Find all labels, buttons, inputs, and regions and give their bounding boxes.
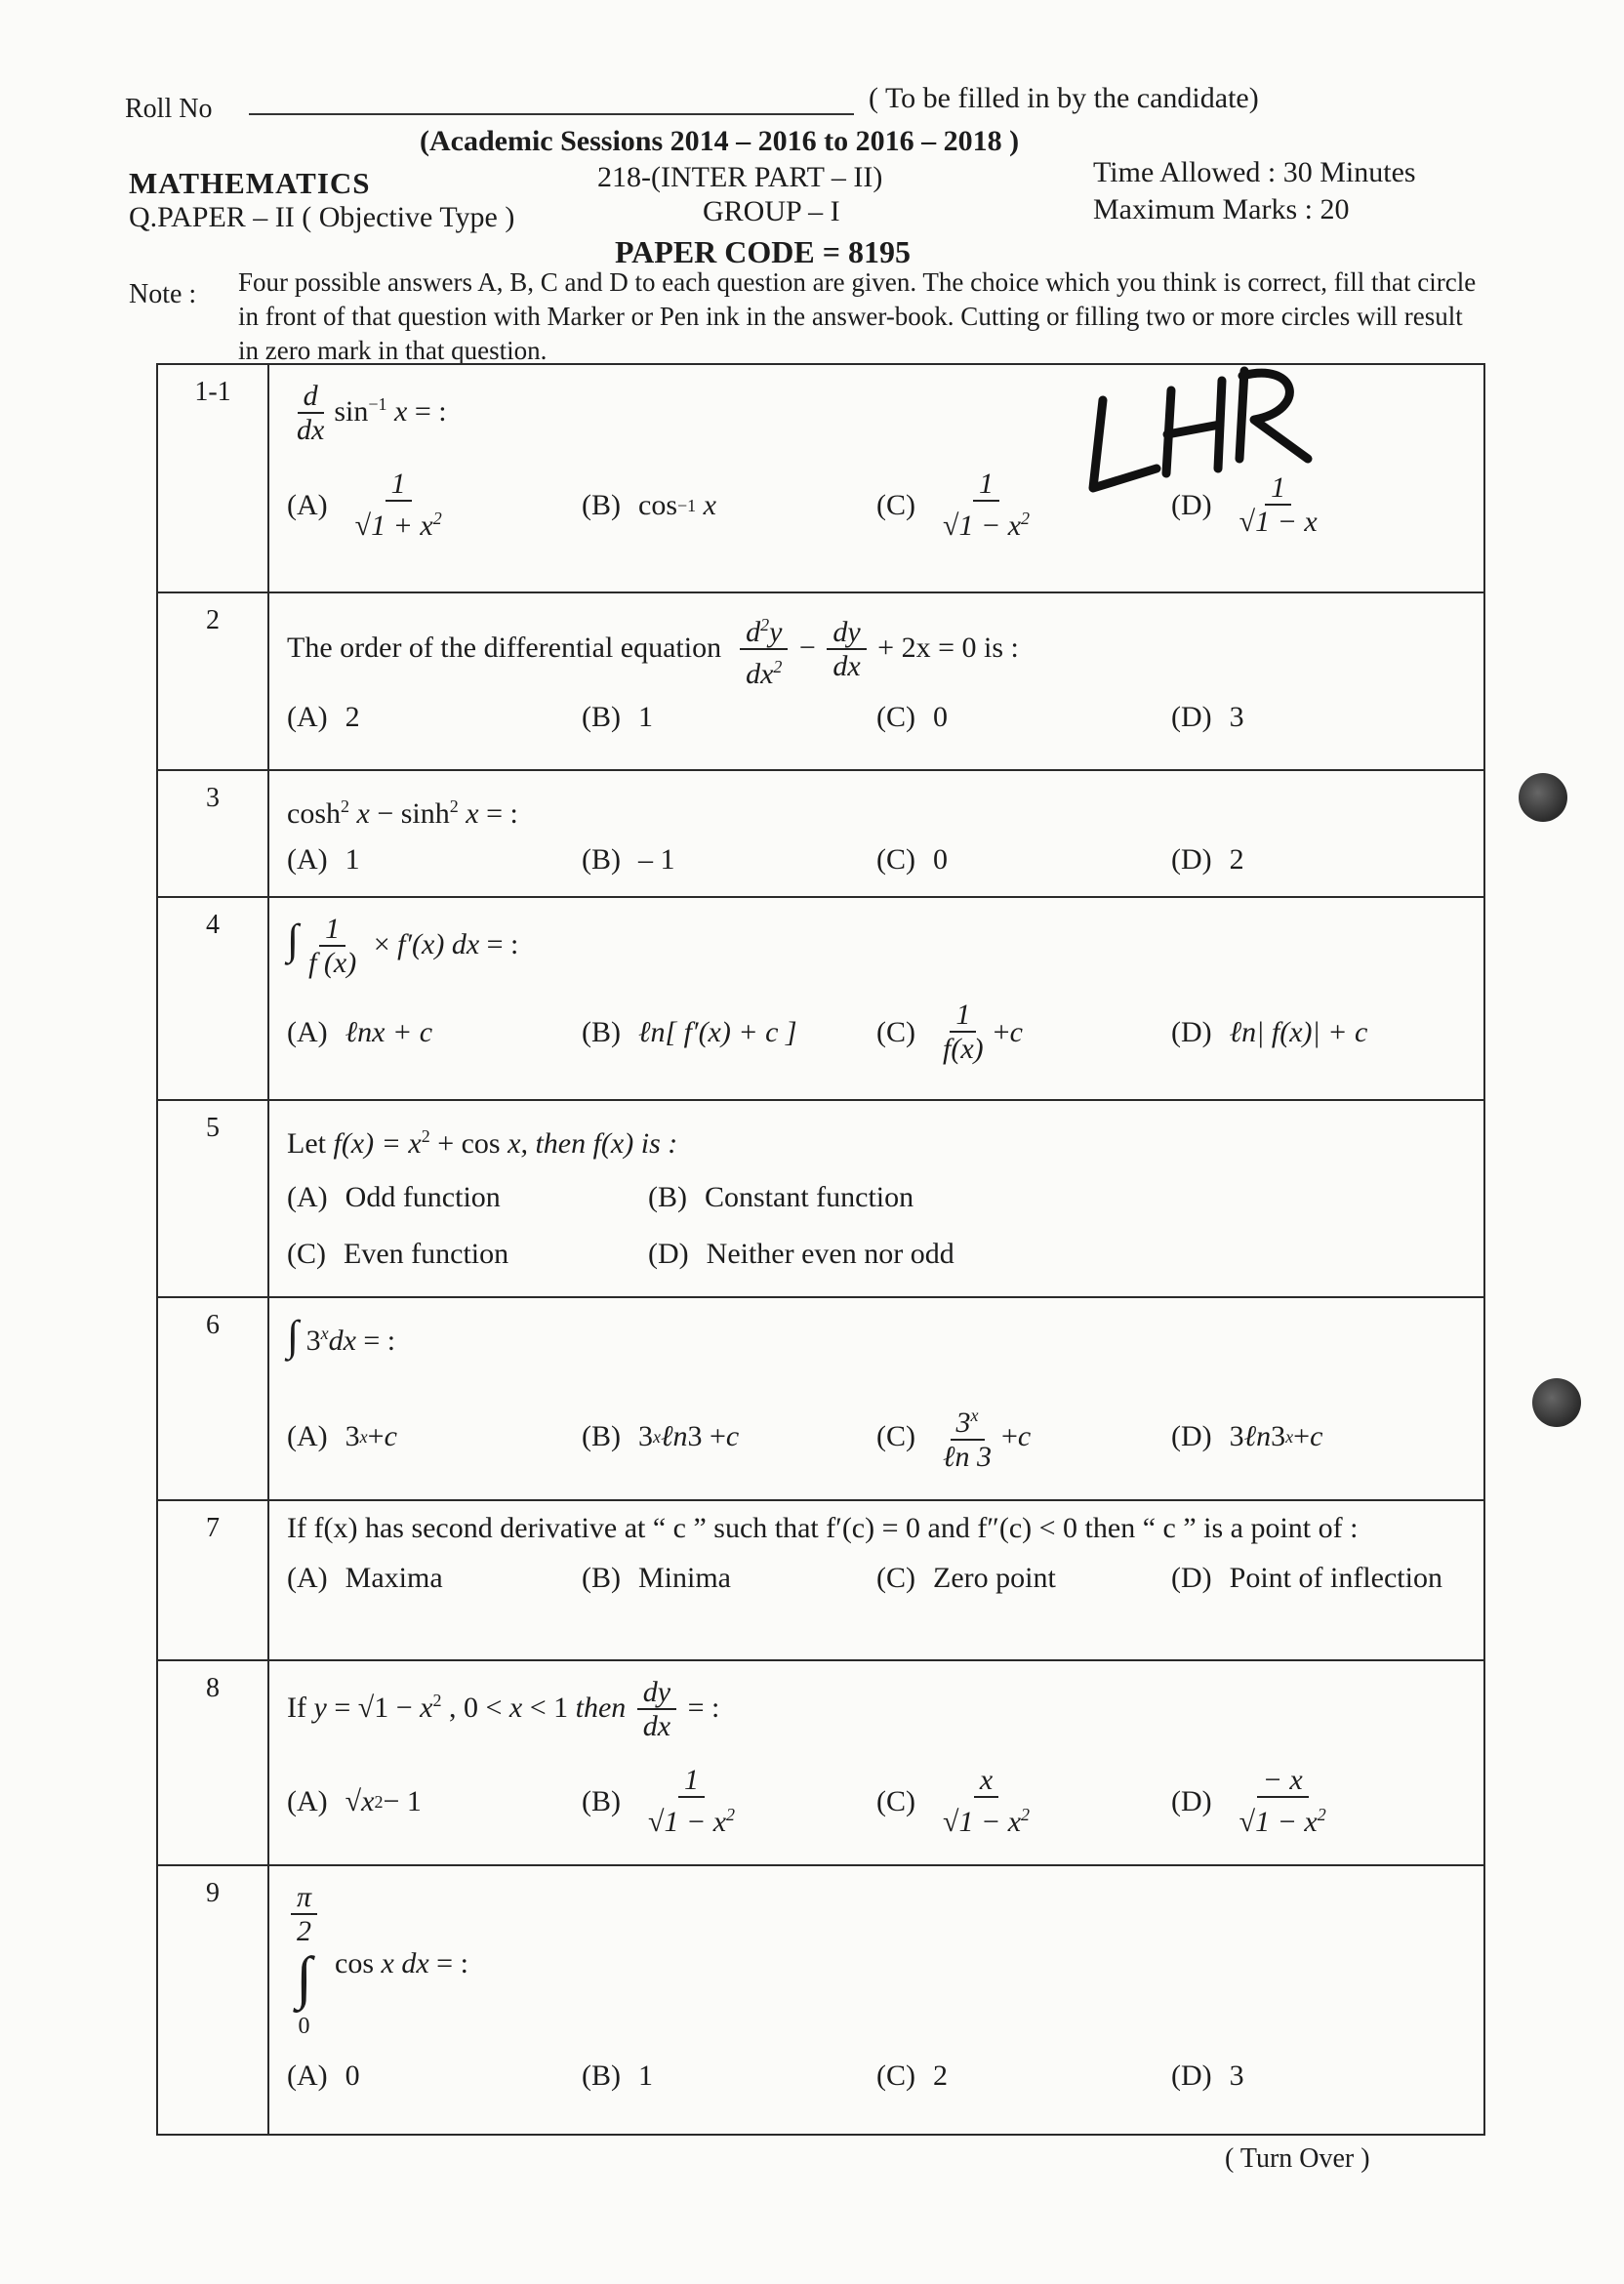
paper-type: Q.PAPER – II ( Objective Type ): [129, 201, 515, 233]
question-row: [157, 364, 1484, 592]
question-body: [268, 1500, 1484, 1660]
question-row: [157, 770, 1484, 897]
option-d[interactable]: (D) Neither even nor odd: [648, 1238, 954, 1270]
option-c[interactable]: (C) $\frac{1}{f(x)}$ + c: [876, 999, 1023, 1065]
option-b[interactable]: (B) 3 x ℓn 3 + c: [582, 1420, 740, 1452]
option-d[interactable]: (D) $\frac{- x}{√1 - x^2}$: [1171, 1764, 1326, 1838]
option-a[interactable]: (A) √ x 2 − 1: [287, 1785, 422, 1817]
option-a[interactable]: (A) $\frac{1}{√1 + x^2}$: [287, 468, 442, 542]
option-a[interactable]: (A) 0: [287, 2060, 360, 2092]
question-body: [268, 364, 1484, 592]
note-text: Four possible answers A, B, C and D to each question are given. The choice which you think is correct, fill that circle in front of that question with Marker or Pen ink in the answer-book. Cutting or filling two or more circles will result in zero mark in that question.: [238, 267, 1477, 365]
subject-title: MATHEMATICS: [129, 166, 371, 200]
question-number: 8: [157, 1660, 268, 1865]
option-b[interactable]: (B) cos −1 x: [582, 489, 716, 521]
question-body: [268, 897, 1484, 1100]
question-number: 5: [157, 1100, 268, 1297]
question-body: [268, 592, 1484, 770]
option-d[interactable]: (D) Point of inflection: [1171, 1562, 1442, 1594]
option-c[interactable]: (C) $\frac{x}{√1 - x^2}$: [876, 1764, 1031, 1838]
question-row: [157, 1297, 1484, 1500]
time-allowed: Time Allowed : 30 Minutes: [1093, 156, 1416, 188]
option-d[interactable]: (D) 3: [1171, 2060, 1244, 2092]
question-number: 3: [157, 770, 268, 897]
question-stem: $\cosh^2 x - \sinh^2 x$ = :: [287, 796, 518, 830]
questions-table: [156, 363, 1485, 2136]
option-b[interactable]: (B) Constant function: [648, 1181, 914, 1213]
maximum-marks: Maximum Marks : 20: [1093, 193, 1350, 225]
paper-level: 218-(INTER PART – II): [597, 161, 883, 193]
roll-number-note: ( To be filled in by the candidate): [869, 82, 1259, 114]
option-c[interactable]: (C) 2: [876, 2060, 948, 2092]
option-d[interactable]: (D) 2: [1171, 843, 1244, 876]
option-b[interactable]: (B) $\frac{1}{√1 - x^2}$: [582, 1764, 736, 1838]
option-d[interactable]: (D) ℓn| f(x)| + c: [1171, 1016, 1368, 1048]
option-a[interactable]: (A) 2: [287, 701, 360, 733]
question-row: [157, 897, 1484, 1100]
option-a[interactable]: (A) ℓnx + c: [287, 1016, 433, 1048]
option-b[interactable]: (B) Minima: [582, 1562, 731, 1594]
option-c[interactable]: (C) $\frac{3^x}{\text{ℓn 3}}$ + c: [876, 1400, 1171, 1474]
option-c[interactable]: (C) Even function: [287, 1238, 509, 1270]
question-row: [157, 1865, 1484, 2135]
question-number: 2: [157, 592, 268, 770]
question-body: [268, 1100, 1484, 1297]
question-stem: $\frac{d}{dx}$ $\sin^{-1} x$ = :: [297, 380, 447, 446]
question-stem: If $y = √1 - x^2$ , 0 < x < 1 then $\frac{dy}{dx}$ = :: [287, 1676, 720, 1742]
roll-number-label: Roll No: [125, 94, 213, 124]
turn-over-label: ( Turn Over ): [1225, 2143, 1370, 2174]
option-b[interactable]: (B) ℓn[ f′(x) + c ]: [582, 1016, 797, 1048]
option-a[interactable]: (A) Maxima: [287, 1562, 443, 1594]
option-d[interactable]: (D) 3 ℓn 3 x + c: [1171, 1420, 1323, 1452]
question-row: [157, 1100, 1484, 1297]
option-c[interactable]: (C) 0: [876, 843, 948, 876]
option-a[interactable]: (A) 1: [287, 843, 360, 876]
academic-sessions: (Academic Sessions 2014 – 2016 to 2016 – 2018 ): [420, 125, 1020, 157]
question-number: 9: [157, 1865, 268, 2135]
question-stem: The order of the differential equation $\frac{d^2y}{dx^2}$ − $\frac{dy}{dx}$ + 2x = 0 is :: [269, 593, 1483, 691]
question-stem: $\frac{\pi}{2}$ ∫ 0 cos x dx = :: [269, 1866, 1483, 2046]
question-row: [157, 592, 1484, 770]
option-a[interactable]: (A) Odd function: [287, 1181, 501, 1213]
question-stem: Let $f(x) = x^2 + \cos x$, then f(x) is :: [287, 1126, 678, 1160]
question-body: [268, 1660, 1484, 1865]
option-b[interactable]: (B) 1: [582, 2060, 653, 2092]
question-number: 7: [157, 1500, 268, 1660]
question-number: 1-1: [157, 364, 268, 592]
option-d[interactable]: (D) $\frac{1}{√1 - x}$: [1171, 471, 1318, 538]
question-stem: ∫ $\frac{1}{f (x)}$ × f′(x) dx = :: [287, 913, 519, 979]
punch-hole: [1532, 1378, 1581, 1427]
option-b[interactable]: (B) – 1: [582, 843, 675, 876]
question-body: [268, 1865, 1484, 2135]
option-c[interactable]: (C) 0: [876, 701, 948, 733]
question-stem: If f(x) has second derivative at “ c ” such that f′(c) = 0 and f″(c) < 0 then “ c ” is a point of :: [287, 1512, 1359, 1544]
question-row: [157, 1500, 1484, 1660]
option-c[interactable]: (C) $\frac{1}{√1 - x^2}$: [876, 468, 1031, 542]
option-b[interactable]: (B) 1: [582, 701, 653, 733]
paper-code: PAPER CODE = 8195: [615, 234, 911, 269]
question-body: [268, 1297, 1484, 1500]
option-d[interactable]: (D) 3: [1171, 701, 1244, 733]
question-body: [268, 770, 1484, 897]
option-a[interactable]: (A) 3 x + c: [287, 1420, 397, 1452]
paper-group: GROUP – I: [703, 195, 840, 227]
option-c[interactable]: (C) Zero point: [876, 1562, 1056, 1594]
question-row: [157, 1660, 1484, 1865]
question-stem: ∫ $3^xdx$ = :: [287, 1312, 396, 1360]
roll-number-line[interactable]: [249, 113, 854, 115]
question-number: 4: [157, 897, 268, 1100]
punch-hole: [1519, 773, 1567, 822]
note-label: Note :: [129, 279, 197, 309]
question-number: 6: [157, 1297, 268, 1500]
